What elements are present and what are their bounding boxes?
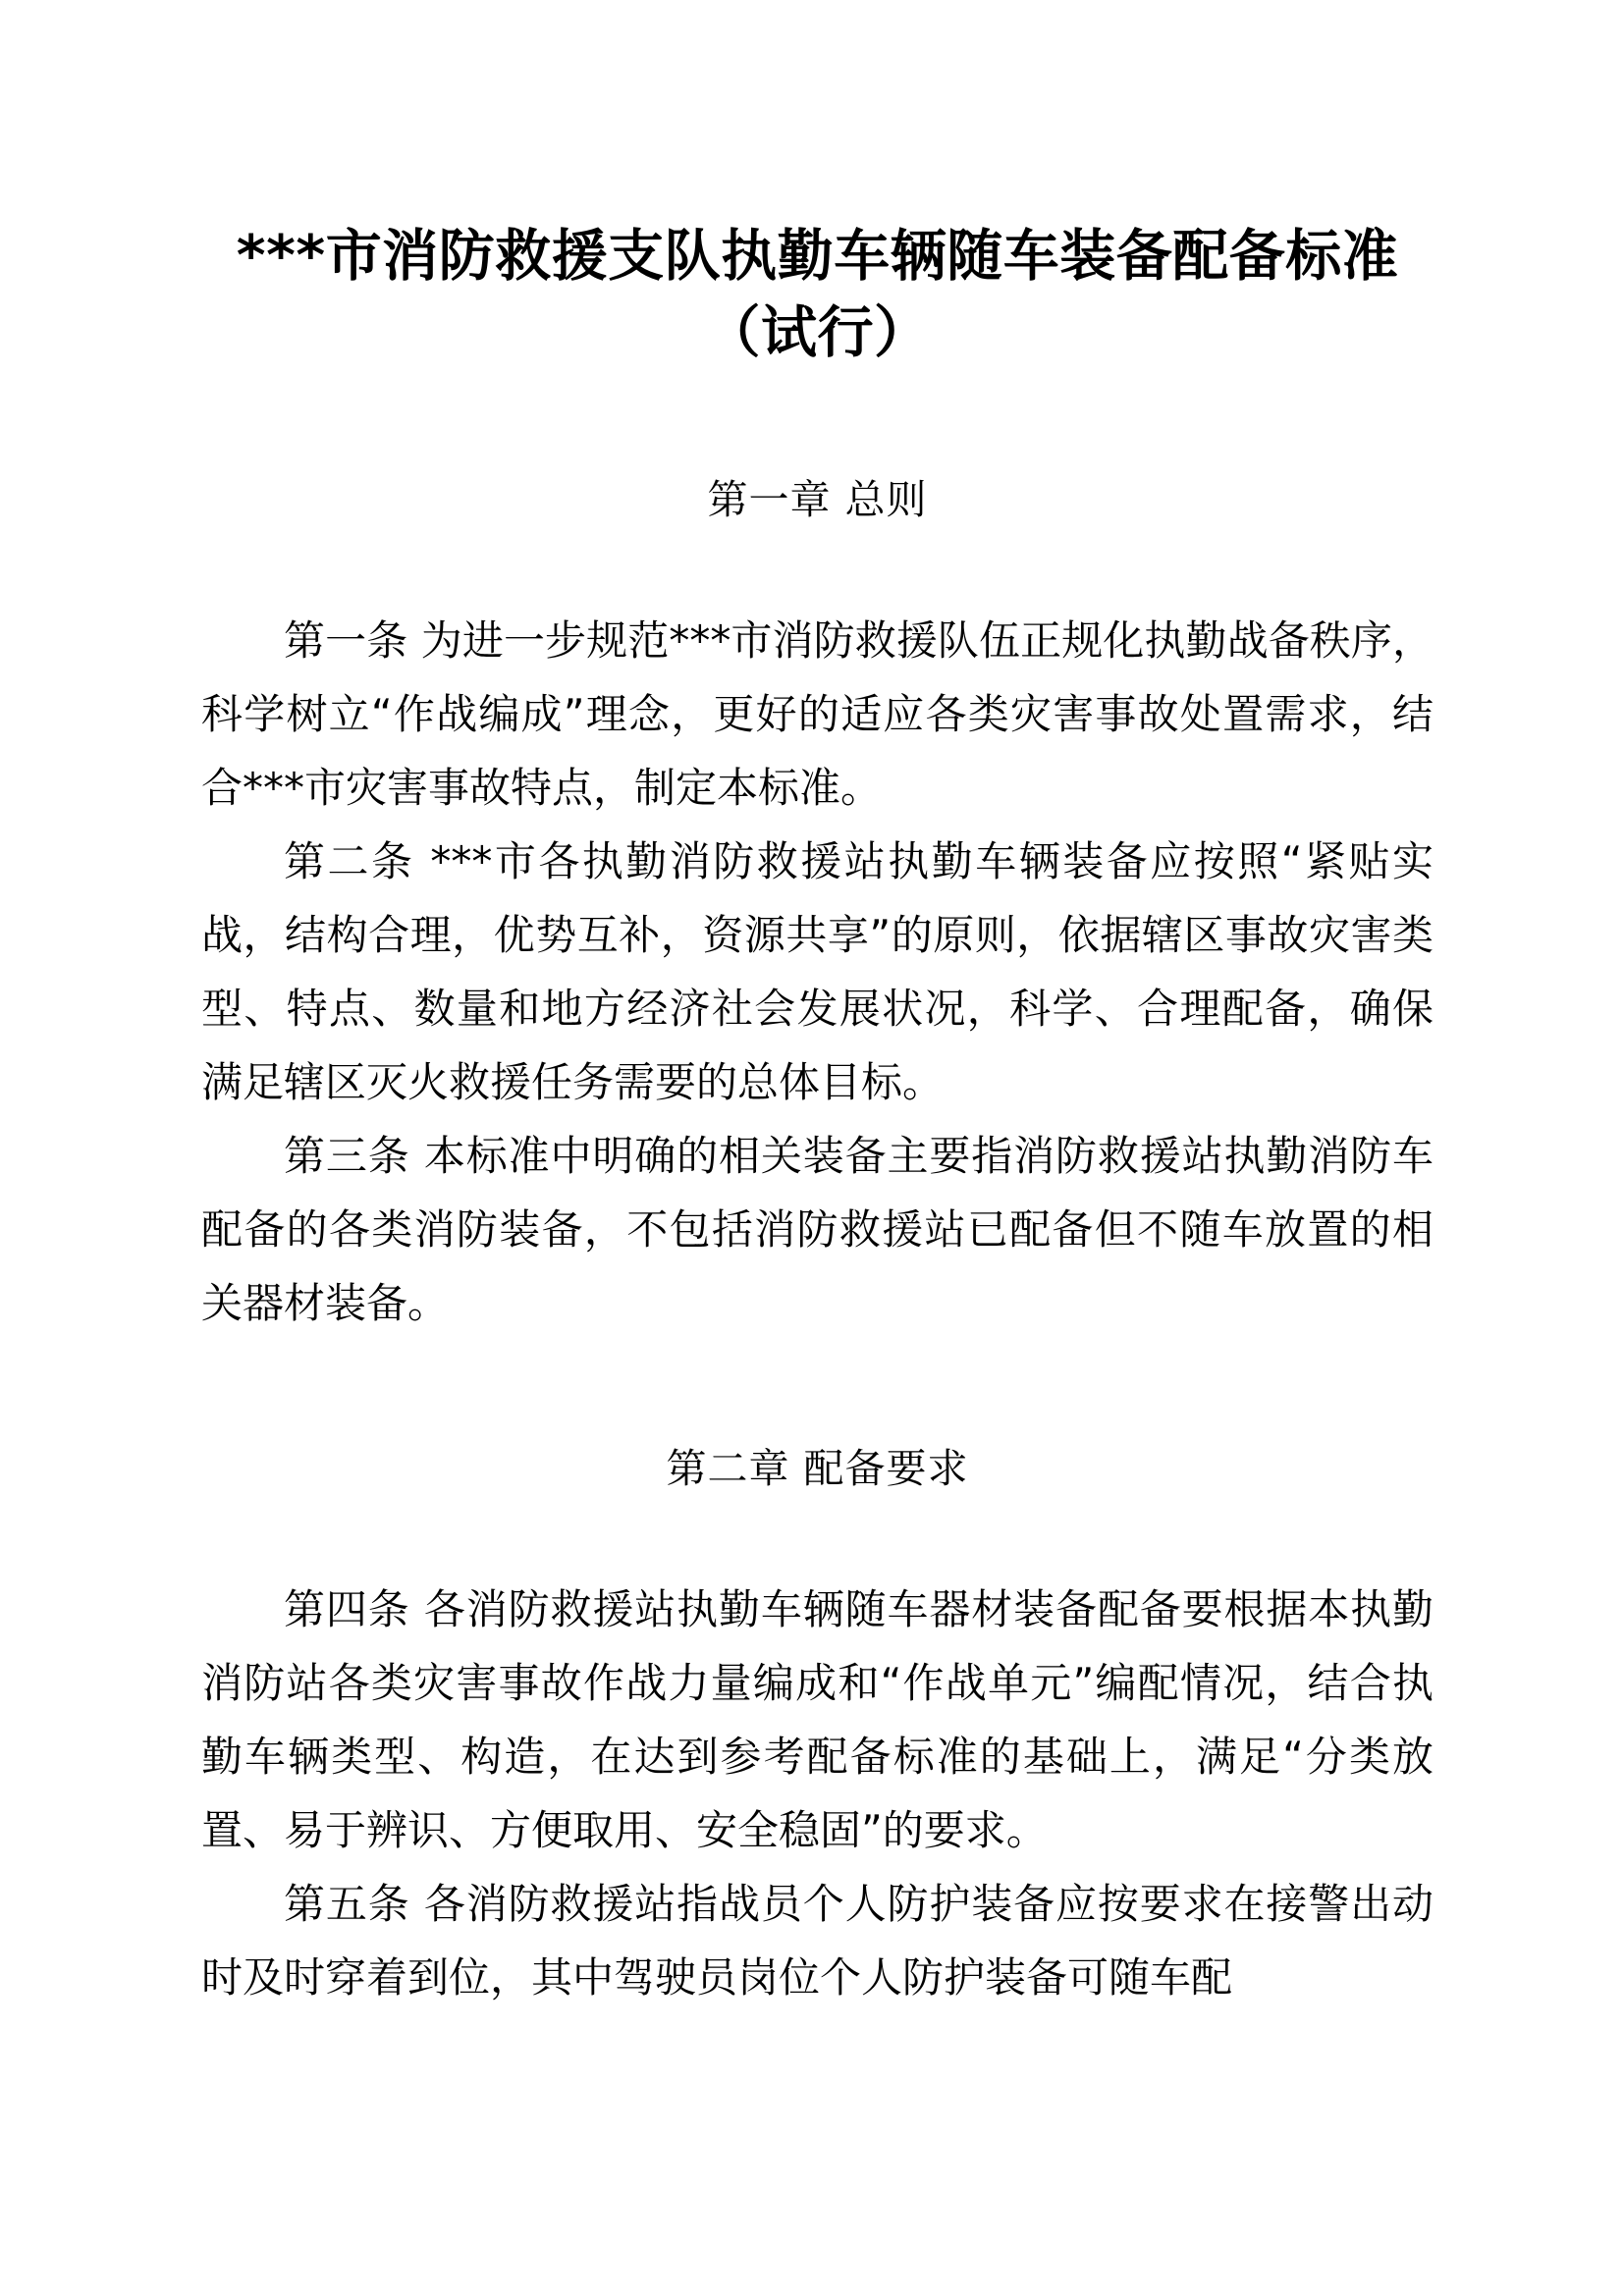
article-paragraph-4: 第四条 各消防救援站执勤车辆随车器材装备配备要根据本执勤消防站各类灾害事故作战力量编成和“作战单元”编配情况，结合执勤车辆类型、构造，在达到参考配备标准的基础上，满足“分类放置、易于辨识、方便取用、安全稳固”的要求。 — [201, 1585, 1434, 1854]
article-paragraph-3: 第三条 本标准中明确的相关装备主要指消防救援站执勤消防车配备的各类消防装备，不包括消防救援站已配备但不随车放置的相关器材装备。 — [201, 1132, 1434, 1327]
chapter-heading-2: 第二章 配备要求 — [666, 1445, 969, 1492]
chapter-heading-1: 第一章 总则 — [707, 476, 928, 523]
article-paragraph-1: 第一条 为进一步规范***市消防救援队伍正规化执勤战备秩序，科学树立“作战编成”理念，更好的适应各类灾害事故处置需求，结合***市灾害事故特点，制定本标准。 — [201, 616, 1434, 812]
document-title: ***市消防救援支队执勤车辆随车装备配备标准（试行） — [236, 224, 1399, 365]
document-content — [201, 0, 1434, 2014]
article-paragraph-2: 第二条 ***市各执勤消防救援站执勤车辆装备应按照“紧贴实战，结构合理，优势互补，资源共享”的原则，依据辖区事故灾害类型、特点、数量和地方经济社会发展状况，科学、合理配备，确保满足辖区灭火救援任务需要的总体目标。 — [201, 837, 1434, 1106]
article-paragraph-5: 第五条 各消防救援站指战员个人防护装备应按要求在接警出动时及时穿着到位，其中驾驶员岗位个人防护装备可随车配 — [201, 1880, 1434, 2002]
